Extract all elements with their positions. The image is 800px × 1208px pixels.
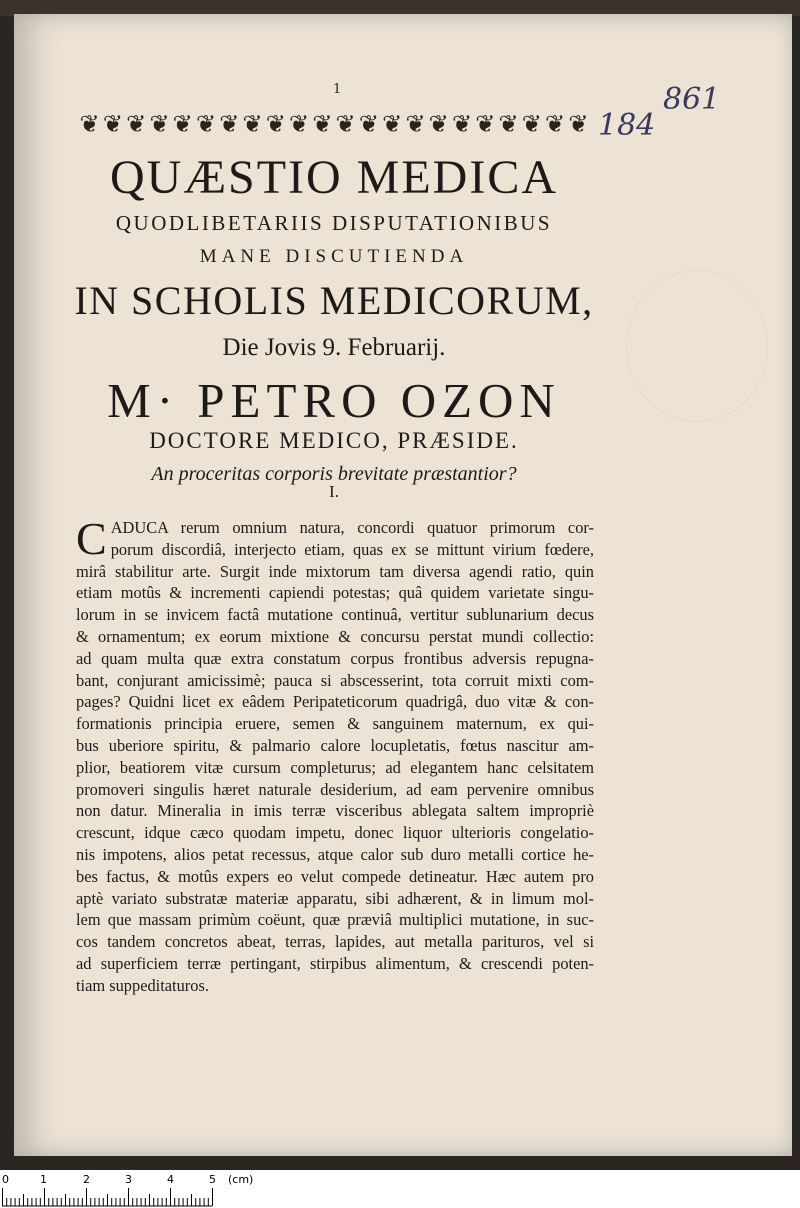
page-number: 1: [333, 82, 342, 97]
body-line: lem que massam primùm coëunt, quæ præviâ multiplici mutatione, in suc-: [76, 910, 594, 930]
title-praeses-name: M· PETRO OZON: [107, 373, 561, 428]
body-line: plior, beatiorem vitæ cursum completurus; ad elegantem hanc celsitatem: [76, 757, 594, 777]
fleuron-glyph: ❦: [265, 110, 286, 138]
title-date: Die Jovis 9. Februarij.: [222, 334, 446, 361]
fleuron-glyph: ❦: [149, 110, 170, 138]
section-number: I.: [329, 482, 339, 501]
fleuron-glyph: ❦: [219, 110, 240, 138]
fleuron-glyph: ❦: [79, 110, 100, 138]
fleuron-glyph: ❦: [126, 110, 147, 138]
fleuron-glyph: ❦: [358, 110, 379, 138]
title-doctore-medico: DOCTORE MEDICO, PRÆSIDE.: [149, 428, 519, 453]
ruler-label-4: 4: [167, 1173, 174, 1186]
fleuron-glyph: ❦: [428, 110, 449, 138]
ruler-ticks: [0, 1170, 800, 1208]
body-line: aptè variato substratæ materiæ apparatu, sibi adhærent, & in limum mol-: [76, 888, 594, 908]
body-line: bus uberiore spiritu, & palmario calore locupletatis, fœtus nascitur am-: [76, 735, 594, 755]
fleuron-glyph: ❦: [102, 110, 123, 138]
body-line: ADUCA rerum omnium natura, concordi quatuor primorum cor-: [110, 518, 594, 537]
fleuron-glyph: ❦: [405, 110, 426, 138]
fleuron-glyph: ❦: [382, 110, 403, 138]
fleuron-glyph: ❦: [335, 110, 356, 138]
title-quaestio-medica: QUÆSTIO MEDICA: [110, 151, 558, 204]
fleuron-glyph: ❦: [475, 110, 496, 138]
library-stamp: [626, 270, 768, 422]
body-line: bes factus, & motûs expers eo velut compede detineatur. Hæc autem pro: [76, 866, 594, 886]
handwritten-shelf-number: 184: [598, 108, 656, 143]
body-line: tiam suppeditaturos.: [76, 975, 209, 995]
body-line: nis impotens, alios petat recessus, atque calor sub duro metalli cortice he-: [76, 844, 594, 864]
title-mane-discutienda: MANE DISCUTIENDA: [199, 246, 469, 267]
fleuron-glyph: ❦: [242, 110, 263, 138]
fleuron-glyph: ❦: [172, 110, 193, 138]
title-in-scholis: IN SCHOLIS MEDICORUM,: [74, 278, 594, 323]
fleuron-glyph: ❦: [568, 110, 589, 138]
body-line: non datur. Mineralia in imis terræ visceribus ablegata saltem impropriè: [76, 801, 594, 821]
question-heading: An proceritas corporis brevitate præstantior?: [151, 463, 517, 485]
ruler-label-3: 3: [125, 1173, 132, 1186]
body-line: ad quam multa quæ extra constatum corpus frontibus adversis repugna-: [76, 648, 594, 668]
body-line: porum discordiâ, interjecto etiam, quas ex se mittunt virium fœdere,: [110, 539, 594, 559]
drop-cap: C: [76, 513, 107, 564]
ruler-label-0: 0: [2, 1173, 9, 1186]
body-line: & ornamentum; ex eorum mixtione & concursu perstat mundi collectio:: [76, 626, 594, 646]
body-line: cos tandem concretos abeat, terras, lapides, aut metalla parituros, vel si: [76, 932, 594, 952]
fleuron-row-icon: [78, 107, 590, 139]
body-line: mirâ stabilitur arte. Surgit inde mixtorum tam diversa agendi ratio, quin: [76, 561, 594, 581]
ornamental-border: [78, 107, 590, 139]
fleuron-glyph: ❦: [289, 110, 310, 138]
fleuron-glyph: ❦: [521, 110, 542, 138]
fleuron-glyph: ❦: [451, 110, 473, 138]
body-line: etiam motûs & incrementi capiendi potestas; quâ quidem varietate singu-: [76, 583, 594, 603]
body-line: lorum in se invicem factâ mutatione continuâ, vertitur sublunarium decus: [76, 605, 594, 625]
body-line: ad superficiem terræ pertingant, stirpibus alimentum, & crescendi poten-: [76, 953, 594, 973]
body-line: pages? Quidni licet ex eâdem Peripateticorum quadrigâ, duo vitæ & con-: [76, 692, 594, 712]
fleuron-glyph: ❦: [195, 110, 217, 138]
body-line: promoveri singulis hæret naturale desiderium, ad eam pervenire omnibus: [76, 779, 594, 799]
fleuron-glyph: ❦: [498, 110, 519, 138]
body-text: [76, 513, 594, 997]
scale-ruler: [0, 1170, 800, 1208]
fleuron-glyph: ❦: [545, 110, 566, 138]
body-line: crescunt, idque cæco quodam impetu, donec liquor ulterioris congelatio-: [76, 823, 594, 843]
title-disputationibus: QUODLIBETARIIS DISPUTATIONIBUS: [115, 211, 553, 235]
body-line: formationis principia eruere, semen & sanguinem maternum, ex qui-: [76, 714, 594, 734]
body-line: bant, conjurant amicissimè; pauca si abscesserint, tota corruit mixti com-: [76, 670, 594, 690]
handwritten-folio-number: 861: [663, 82, 721, 117]
ruler-label-5: 5: [209, 1173, 216, 1186]
ruler-label-2: 2: [83, 1173, 90, 1186]
ruler-unit: (cm): [228, 1173, 254, 1186]
ruler-label-1: 1: [40, 1173, 47, 1186]
fleuron-glyph: ❦: [312, 110, 333, 138]
